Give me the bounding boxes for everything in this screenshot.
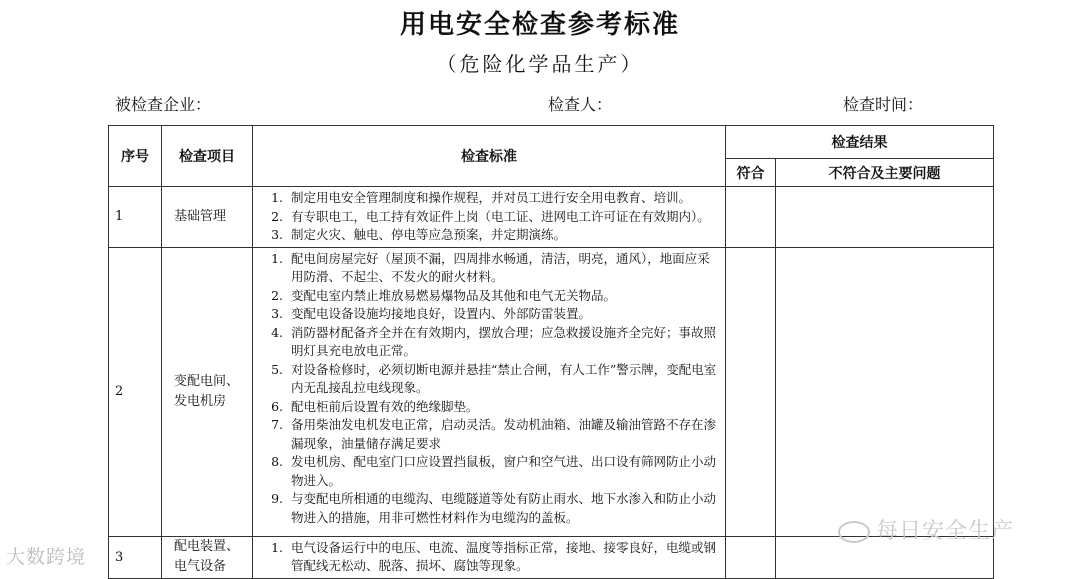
header-pass: 符合 [726,159,776,187]
header-fail: 不符合及主要问题 [776,159,994,187]
row-number: 2 [109,247,162,536]
issues-cell[interactable] [776,247,994,536]
criterion: 3. 变配电设备设施均接地良好，设置内、外部防雷装置。 [287,305,721,324]
issues-cell[interactable] [776,187,994,248]
header-standard: 检查标准 [253,126,726,187]
row-number: 1 [109,187,162,248]
inspection-table [108,125,994,579]
header-item: 检查项目 [162,126,253,187]
criterion: 2. 变配电室内禁止堆放易燃易爆物品及其他和电气无关物品。 [287,287,721,306]
table-header-row [109,126,994,159]
criterion: 5. 对设备检修时，必须切断电源并悬挂“禁止合闸，有人工作”警示牌，变配电室内无乱接乱拉电线现象。 [287,361,721,398]
document-subtitle: （危险化学品生产） [436,52,644,76]
row-criteria [253,247,726,536]
inspector-label: 检查人： [548,95,613,114]
row-criteria [253,187,726,248]
criterion: 1. 配电间房屋完好（屋顶不漏，四周排水畅通，清洁，明亮，通风），地面应采用防滑、不起尘、不发火的耐火材料。 [287,250,721,287]
inspection-time-label: 检查时间： [843,95,924,114]
criterion: 3. 制定火灾、触电、停电等应急预案，并定期演练。 [287,226,721,245]
watermark-right-text: 每日安全生产 [876,519,1015,544]
pass-cell[interactable] [726,536,776,578]
pass-cell[interactable] [726,247,776,536]
header-result: 检查结果 [726,126,994,159]
criterion: 8. 发电机房、配电室门口应设置挡鼠板，窗户和空气进、出口设有筛网防止小动物进入。 [287,453,721,490]
table-row [109,187,994,248]
criterion: 7. 备用柴油发电机发电正常，启动灵活。发动机油箱、油罐及输油管路不存在渗漏现象，油量储存满足要求 [287,416,721,453]
watermark-left: 大数跨境 [6,546,87,568]
wechat-logo-icon [838,521,870,543]
row-number: 3 [109,536,162,578]
criterion: 4. 消防器材配备齐全并在有效期内，摆放合理；应急救援设施齐全完好；事故照明灯具充电放电正常。 [287,324,721,361]
row-item: 基础管理 [162,187,253,248]
row-criteria [253,536,726,578]
criterion: 1. 制定用电安全管理制度和操作规程，并对员工进行安全用电教育、培训。 [287,189,721,208]
inspected-company-label: 被检查企业： [115,95,212,114]
criterion: 1. 电气设备运行中的电压、电流、温度等指标正常，接地、接零良好，电缆或钢管配线无松动、脱落、损坏、腐蚀等现象。 [287,539,721,576]
row-item: 配电装置、电气设备 [162,536,253,578]
row-item: 变配电间、发电机房 [162,247,253,536]
criterion: 6. 配电柜前后设置有效的绝缘脚垫。 [287,398,721,417]
watermark-right [838,514,1014,545]
pass-cell[interactable] [726,187,776,248]
table-row [109,247,994,536]
document-title: 用电安全检查参考标准 [399,10,680,40]
criterion: 2. 有专职电工，电工持有效证件上岗（电工证、进网电工许可证在有效期内）。 [287,208,721,227]
header-no: 序号 [109,126,162,187]
criterion: 9. 与变配电所相通的电缆沟、电缆隧道等处有防止雨水、地下水渗入和防止小动物进入的措施，用非可燃性材料作为电缆沟的盖板。 [287,490,721,527]
